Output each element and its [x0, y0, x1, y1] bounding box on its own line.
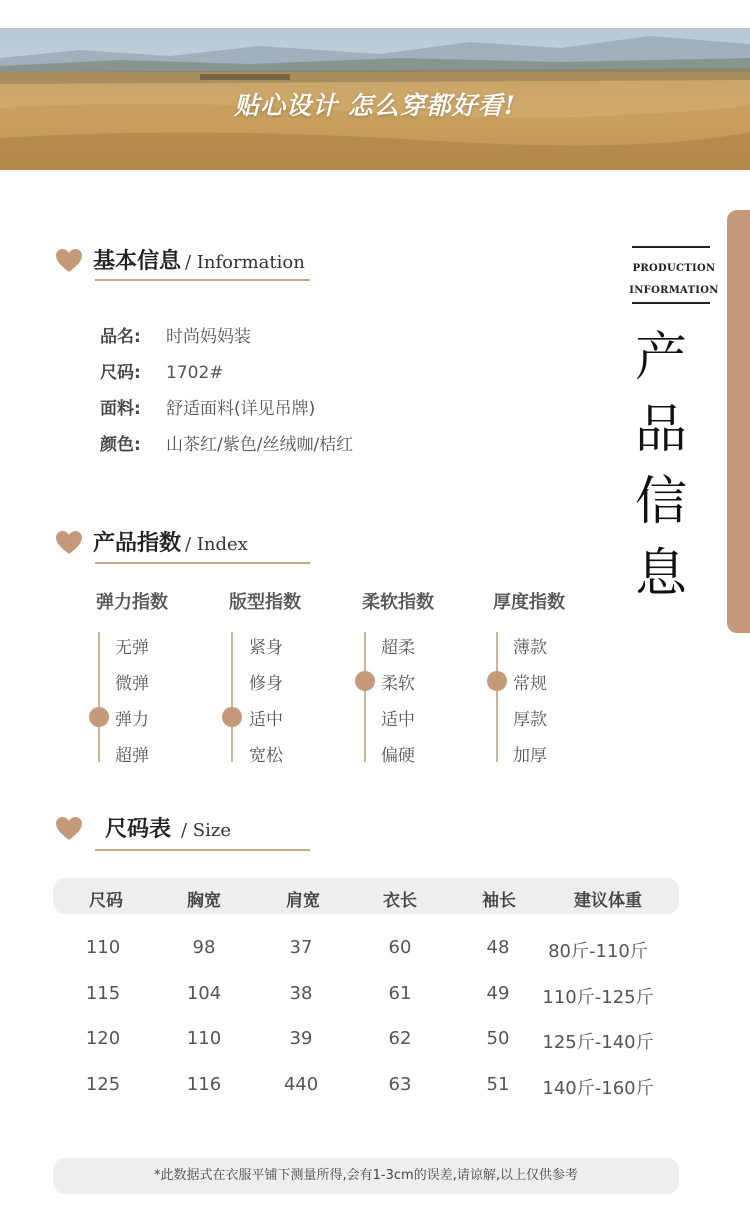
index-scale-line	[231, 632, 233, 762]
index-option: 超柔	[381, 638, 415, 658]
info-value: 山茶红/紫色/丝绒咖/桔红	[166, 435, 354, 455]
banner-title: 贴心设计 怎么穿都好看!	[234, 91, 516, 120]
side-en-line2: INFORMATION	[629, 285, 719, 296]
table-cell: 61	[388, 983, 412, 1004]
table-cell: 51	[486, 1074, 510, 1095]
index-option: 紧身	[249, 638, 283, 658]
index-option: 柔软	[381, 674, 415, 694]
side-panel-cn	[628, 322, 694, 610]
index-option: 超弹	[115, 746, 149, 766]
table-header-cell: 建议体重	[574, 891, 642, 911]
table-cell: 116	[186, 1074, 222, 1095]
side-cn-char: 息	[634, 544, 687, 604]
index-option: 适中	[249, 710, 283, 730]
table-cell: 120	[85, 1028, 121, 1049]
section-title-en: / Index	[185, 534, 248, 555]
side-divider-top	[632, 246, 710, 248]
table-cell: 48	[486, 937, 510, 958]
info-row-color	[100, 430, 353, 455]
index-selected-dot	[222, 707, 242, 727]
side-divider-bottom	[632, 302, 710, 304]
section-title-cn: 产品指数	[93, 531, 182, 556]
table-cell: 60	[388, 937, 412, 958]
table-cell: 49	[486, 983, 510, 1004]
index-option: 弹力	[115, 710, 149, 730]
index-option: 常规	[513, 674, 547, 694]
table-cell: 115	[85, 983, 121, 1004]
table-cell: 104	[186, 983, 222, 1004]
table-header-cell: 衣长	[383, 891, 417, 911]
info-value: 1702#	[166, 363, 224, 383]
section-title-size	[105, 812, 231, 843]
index-title: 版型指数	[229, 592, 301, 613]
index-option: 偏硬	[381, 746, 415, 766]
section-underline	[95, 849, 310, 851]
table-cell: 440	[283, 1074, 319, 1095]
heart-icon	[55, 247, 83, 275]
info-key: 颜色:	[100, 435, 141, 455]
section-title-cn: 尺码表	[105, 817, 172, 842]
section-underline	[95, 279, 310, 281]
index-scale-line	[496, 632, 498, 762]
index-option: 无弹	[115, 638, 149, 658]
table-cell: 110	[186, 1028, 222, 1049]
index-option: 厚款	[513, 710, 547, 730]
info-row-size	[100, 358, 224, 383]
index-scale-line	[364, 632, 366, 762]
info-key: 面料:	[100, 399, 141, 419]
section-title-en: / Size	[181, 820, 232, 841]
table-cell: 140斤-160斤	[542, 1078, 654, 1099]
table-cell: 50	[486, 1028, 510, 1049]
index-option: 薄款	[513, 638, 547, 658]
side-panel-en	[628, 258, 720, 302]
table-header-cell: 肩宽	[286, 891, 320, 911]
info-key: 品名:	[100, 327, 141, 347]
section-title-en: / Information	[185, 252, 305, 273]
index-title: 厚度指数	[493, 592, 565, 613]
table-cell: 80斤-110斤	[548, 941, 648, 962]
section-title-index	[93, 526, 248, 557]
info-value: 舒适面料(详见吊牌)	[166, 399, 316, 419]
banner	[0, 28, 750, 170]
index-option: 修身	[249, 674, 283, 694]
side-accent-bar	[727, 210, 750, 633]
table-cell: 38	[289, 983, 313, 1004]
section-title-cn: 基本信息	[93, 249, 182, 274]
index-title: 柔软指数	[362, 592, 434, 613]
table-cell: 110	[85, 937, 121, 958]
index-option: 微弹	[115, 674, 149, 694]
info-value: 时尚妈妈装	[166, 327, 251, 347]
table-cell: 63	[388, 1074, 412, 1095]
table-cell: 39	[289, 1028, 313, 1049]
table-cell: 110斤-125斤	[542, 987, 654, 1008]
info-row-fabric	[100, 394, 315, 419]
index-selected-dot	[355, 671, 375, 691]
table-header-cell: 尺码	[89, 891, 123, 911]
table-header-cell: 胸宽	[187, 891, 221, 911]
index-title: 弹力指数	[96, 592, 168, 613]
section-underline	[95, 562, 310, 564]
table-header-cell: 袖长	[482, 891, 516, 911]
table-cell: 98	[192, 937, 216, 958]
info-row-name	[100, 322, 251, 347]
table-cell: 125斤-140斤	[542, 1032, 654, 1053]
section-title-info	[93, 244, 305, 275]
side-cn-char: 品	[634, 400, 687, 460]
index-selected-dot	[487, 671, 507, 691]
side-cn-char: 产	[634, 328, 687, 388]
index-selected-dot	[89, 707, 109, 727]
measurement-note: *此数据式在衣服平铺下测量所得,会有1-3cm的误差,请谅解,以上仅供参考	[53, 1158, 679, 1194]
index-option: 宽松	[249, 746, 283, 766]
table-cell: 62	[388, 1028, 412, 1049]
index-scale-line	[98, 632, 100, 762]
index-option: 加厚	[513, 746, 547, 766]
table-cell: 125	[85, 1074, 121, 1095]
side-cn-char: 信	[634, 472, 687, 532]
table-cell: 37	[289, 937, 313, 958]
heart-icon	[55, 815, 83, 843]
index-option: 适中	[381, 710, 415, 730]
heart-icon	[55, 529, 83, 557]
side-en-line1: PRODUCTION	[632, 263, 716, 274]
info-key: 尺码:	[100, 363, 141, 383]
